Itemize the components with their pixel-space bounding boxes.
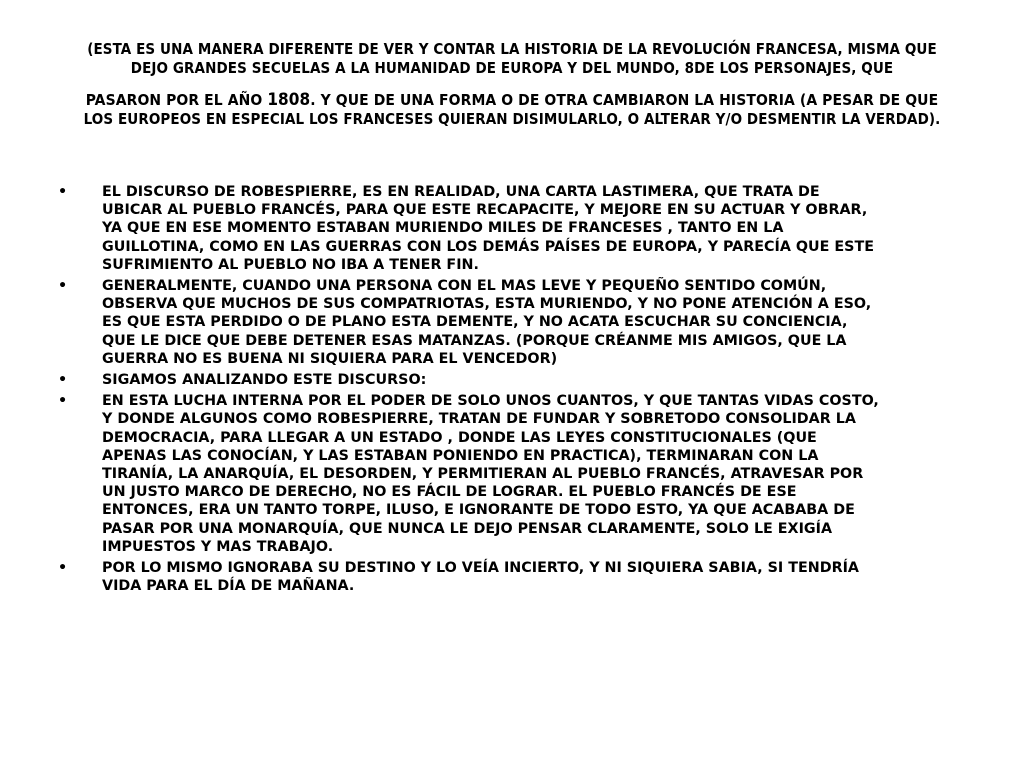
bullet-line: ENTONCES, ERA UN TANTO TORPE, ILUSO, E IGNORANTE DE TODO ESTO, YA QUE ACABABA DE — [102, 502, 855, 519]
bullet-line: PASAR POR UNA MONARQUÍA, QUE NUNCA LE DEJO PENSAR CLARAMENTE, SOLO LE EXIGÍA — [102, 520, 833, 537]
intro-line-3 — [50, 91, 974, 110]
intro-year: 1808 — [267, 90, 311, 110]
bullet-item — [58, 392, 978, 556]
bullet-icon: • — [58, 184, 68, 200]
bullet-line: VIDA PARA EL DÍA DE MAÑANA. — [102, 578, 355, 595]
bullet-icon: • — [58, 393, 68, 410]
bullet-item — [58, 371, 978, 389]
bullet-line: TIRANÍA, LA ANARQUÍA, EL DESORDEN, Y PERMITIERAN AL PUEBLO FRANCÉS, ATRAVESAR POR — [102, 466, 864, 483]
bullet-line: GUILLOTINA, COMO EN LAS GUERRAS CON LOS DEMÁS PAÍSES DE EUROPA, Y PARECÍA QUE ESTE — [102, 238, 874, 255]
bullet-line: SIGAMOS ANALIZANDO ESTE DISCURSO: — [102, 372, 427, 389]
bullet-line: DEMOCRACIA, PARA LLEGAR A UN ESTADO , DONDE LAS LEYES CONSTITUCIONALES (QUE — [102, 429, 817, 446]
bullet-line: Y DONDE ALGUNOS COMO ROBESPIERRE, TRATAN DE FUNDAR Y SOBRETODO CONSOLIDAR LA — [102, 411, 856, 428]
bullet-line: APENAS LAS CONOCÍAN, Y LAS ESTABAN PONIENDO EN PRACTICA), TERMINARAN CON LA — [102, 447, 819, 464]
intro-line-3-start: PASARON POR EL AÑO — [85, 91, 268, 109]
bullet-item — [58, 277, 978, 368]
intro-line-3-end: . Y QUE DE UNA FORMA O DE OTRA CAMBIARON LA HISTORIA (A PESAR DE QUE — [310, 91, 939, 109]
bullet-line: EL DISCURSO DE ROBESPIERRE, ES EN REALIDAD, UNA CARTA LASTIMERA, QUE TRATA DE — [102, 184, 820, 200]
bullet-line: UBICAR AL PUEBLO FRANCÉS, PARA QUE ESTE RECAPACITE, Y MEJORE EN SU ACTUAR Y OBRAR, — [102, 202, 868, 219]
bullet-line: GUERRA NO ES BUENA NI SIQUIERA PARA EL VENCEDOR) — [102, 350, 558, 367]
slide-intro-title — [50, 40, 974, 129]
bullet-list — [58, 183, 978, 598]
bullet-icon: • — [58, 278, 68, 295]
bullet-line: GENERALMENTE, CUANDO UNA PERSONA CON EL MAS LEVE Y PEQUEÑO SENTIDO COMÚN, — [102, 278, 827, 295]
bullet-line: EN ESTA LUCHA INTERNA POR EL PODER DE SOLO UNOS CUANTOS, Y QUE TANTAS VIDAS COSTO, — [102, 393, 879, 410]
bullet-icon: • — [58, 560, 68, 577]
bullet-line: UN JUSTO MARCO DE DERECHO, NO ES FÁCIL DE LOGRAR. EL PUEBLO FRANCÉS DE ESE — [102, 484, 797, 501]
bullet-line: ES QUE ESTA PERDIDO O DE PLANO ESTA DEMENTE, Y NO ACATA ESCUCHAR SU CONCIENCIA, — [102, 314, 848, 331]
bullet-item — [58, 559, 978, 595]
bullet-line: IMPUESTOS Y MAS TRABAJO. — [102, 538, 334, 555]
bullet-item — [58, 183, 978, 274]
bullet-icon: • — [58, 372, 68, 389]
bullet-line: YA QUE EN ESE MOMENTO ESTABAN MURIENDO MILES DE FRANCESES , TANTO EN LA — [102, 220, 784, 237]
bullet-line: OBSERVA QUE MUCHOS DE SUS COMPATRIOTAS, ESTA MURIENDO, Y NO PONE ATENCIÓN A ESO, — [102, 296, 872, 313]
bullet-line: QUE LE DICE QUE DEBE DETENER ESAS MATANZAS. (PORQUE CRÉANME MIS AMIGOS, QUE LA — [102, 332, 847, 349]
bullet-line: POR LO MISMO IGNORABA SU DESTINO Y LO VEÍA INCIERTO, Y NI SIQUIERA SABIA, SI TENDRÍA — [102, 560, 859, 577]
intro-line-1: (ESTA ES UNA MANERA DIFERENTE DE VER Y CONTAR LA HISTORIA DE LA REVOLUCIÓN FRANCESA, MISMA QUE — [87, 40, 937, 58]
bullet-line: SUFRIMIENTO AL PUEBLO NO IBA A TENER FIN. — [102, 256, 479, 273]
intro-line-2: DEJO GRANDES SECUELAS A LA HUMANIDAD DE EUROPA Y DEL MUNDO, 8DE LOS PERSONAJES, QUE — [130, 59, 894, 77]
intro-line-4: LOS EUROPEOS EN ESPECIAL LOS FRANCESES QUIERAN DISIMULARLO, O ALTERAR Y/O DESMENTIR LA VERDAD). — [83, 110, 941, 128]
